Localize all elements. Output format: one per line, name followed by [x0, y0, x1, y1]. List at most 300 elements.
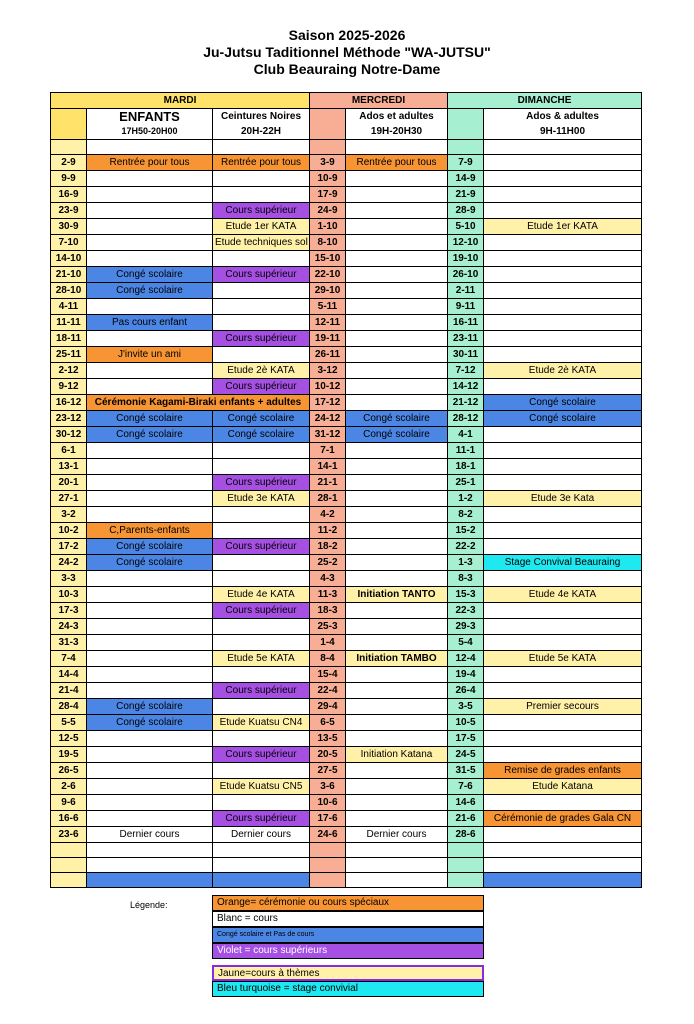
mercredi-cell [346, 635, 448, 651]
noires-cell: Etude Kuatsu CN4 [213, 715, 310, 731]
enfants-cell: Congé scolaire [87, 267, 213, 283]
mercredi-date: 22-4 [310, 683, 346, 699]
mercredi-date [310, 858, 346, 873]
legend-item: Violet = cours supérieurs [212, 943, 484, 959]
noires-cell: Cours supérieur [213, 331, 310, 347]
mercredi-date: 15-4 [310, 667, 346, 683]
noires-time: 20H-22H [240, 126, 282, 137]
dimanche-date: 28-9 [448, 203, 484, 219]
dimanche-date: 18-1 [448, 459, 484, 475]
dimanche-date: 12-4 [448, 651, 484, 667]
schedule-row [51, 251, 642, 267]
mercredi-date: 7-1 [310, 443, 346, 459]
mardi-date: 17-2 [51, 539, 87, 555]
dimanche-cell: Etude 1er KATA [484, 219, 642, 235]
noires-cell: Congé scolaire [213, 411, 310, 427]
schedule-row [51, 779, 642, 795]
schedule-row [51, 858, 642, 873]
noires-cell: Cours supérieur [213, 203, 310, 219]
mardi-date: 21-10 [51, 267, 87, 283]
enfants-cell [87, 873, 213, 888]
mercredi-cell [346, 667, 448, 683]
enfants-cell [87, 171, 213, 187]
enfants-cell [87, 619, 213, 635]
dimanche-cell [484, 539, 642, 555]
dimanche-date: 28-6 [448, 827, 484, 843]
mercredi-cell [346, 555, 448, 571]
dimanche-cell [484, 171, 642, 187]
enfants-cell [87, 491, 213, 507]
dimanche-date: 7-12 [448, 363, 484, 379]
mercredi-cell [346, 539, 448, 555]
mercredi-date: 4-3 [310, 571, 346, 587]
enfants-cell [87, 683, 213, 699]
dimanche-date: 23-11 [448, 331, 484, 347]
mercredi-cell [346, 187, 448, 203]
noires-cell [213, 873, 310, 888]
mardi-date: 16-6 [51, 811, 87, 827]
noires-header [213, 109, 310, 140]
dimanche-date: 22-3 [448, 603, 484, 619]
mercredi-date: 4-2 [310, 507, 346, 523]
mercredi-date: 24-9 [310, 203, 346, 219]
schedule-row [51, 715, 642, 731]
mercredi-date: 24-12 [310, 411, 346, 427]
season-title: Saison 2025-2026 [288, 27, 406, 43]
mercredi-date: 26-11 [310, 347, 346, 363]
noires-cell: Etude Kuatsu CN5 [213, 779, 310, 795]
noires-cell [213, 283, 310, 299]
header-mercredi: MERCREDI [310, 93, 448, 109]
mardi-date: 31-3 [51, 635, 87, 651]
mercredi-date: 10-12 [310, 379, 346, 395]
schedule-row [51, 651, 642, 667]
dimanche-date: 1-2 [448, 491, 484, 507]
dimanche-date [448, 873, 484, 888]
noires-cell [213, 667, 310, 683]
schedule-row [51, 731, 642, 747]
dimanche-cell [484, 187, 642, 203]
dimanche-cell [484, 731, 642, 747]
dimanche-cell: Etude Katana [484, 779, 642, 795]
enfants-cell: Pas cours enfant [87, 315, 213, 331]
enfants-cell [87, 763, 213, 779]
dimanche-date: 17-5 [448, 731, 484, 747]
dimanche-time: 9H-11H00 [539, 126, 586, 137]
mercredi-time: 19H-20H30 [370, 126, 423, 137]
mardi-date: 4-11 [51, 299, 87, 315]
mardi-date: 23-6 [51, 827, 87, 843]
dimanche-cell [484, 299, 642, 315]
dimanche-cell [484, 747, 642, 763]
mercredi-date: 25-3 [310, 619, 346, 635]
mercredi-cell [346, 843, 448, 858]
mercredi-cell [346, 283, 448, 299]
header-dimanche: DIMANCHE [448, 93, 642, 109]
mardi-date: 2-9 [51, 155, 87, 171]
dimanche-cell [484, 715, 642, 731]
enfants-cell: Congé scolaire [87, 715, 213, 731]
mardi-date: 30-9 [51, 219, 87, 235]
mercredi-cell [346, 858, 448, 873]
mercredi-cell: Initiation TAMBO [346, 651, 448, 667]
mardi-date [51, 858, 87, 873]
mercredi-date [310, 873, 346, 888]
enfants-cell [87, 811, 213, 827]
mercredi-date: 11-2 [310, 523, 346, 539]
schedule-row [51, 699, 642, 715]
enfants-cell [87, 219, 213, 235]
noires-cell [213, 251, 310, 267]
enfants-cell [87, 203, 213, 219]
mardi-date: 16-9 [51, 187, 87, 203]
mercredi-date: 10-9 [310, 171, 346, 187]
noires-cell: Etude 4e KATA [213, 587, 310, 603]
schedule-row [51, 219, 642, 235]
mercredi-date: 17-12 [310, 395, 346, 411]
noires-cell: Cours supérieur [213, 603, 310, 619]
enfants-cell [87, 635, 213, 651]
mercredi-cell [346, 443, 448, 459]
noires-cell [213, 858, 310, 873]
mardi-date: 21-4 [51, 683, 87, 699]
mercredi-cell [346, 699, 448, 715]
dimanche-cell [484, 427, 642, 443]
mardi-date: 24-3 [51, 619, 87, 635]
dimanche-date-header [448, 109, 484, 140]
noires-cell [213, 731, 310, 747]
enfants-cell [87, 507, 213, 523]
schedule-row [51, 363, 642, 379]
mardi-date: 14-10 [51, 251, 87, 267]
dimanche-cell: Remise de grades enfants [484, 763, 642, 779]
document-title [0, 27, 694, 78]
mercredi-date: 28-1 [310, 491, 346, 507]
mardi-date: 9-9 [51, 171, 87, 187]
dimanche-title: Ados & adultes [526, 111, 599, 122]
schedule-row [51, 619, 642, 635]
enfants-cell [87, 459, 213, 475]
dimanche-cell [484, 475, 642, 491]
schedule-row [51, 299, 642, 315]
dimanche-date: 4-1 [448, 427, 484, 443]
legend-item: Blanc = cours [212, 911, 484, 927]
dimanche-date: 21-6 [448, 811, 484, 827]
mardi-date: 28-4 [51, 699, 87, 715]
mardi-date: 28-10 [51, 283, 87, 299]
dimanche-date: 10-5 [448, 715, 484, 731]
schedule-row [51, 747, 642, 763]
noires-cell [213, 171, 310, 187]
mercredi-cell [346, 715, 448, 731]
mercredi-date: 31-12 [310, 427, 346, 443]
dimanche-cell: Etude 4e KATA [484, 587, 642, 603]
mardi-date: 23-12 [51, 411, 87, 427]
legend-label: Légende: [130, 900, 168, 910]
noires-cell: Etude 5e KATA [213, 651, 310, 667]
mardi-date: 7-4 [51, 651, 87, 667]
mercredi-cell [346, 299, 448, 315]
mardi-date: 24-2 [51, 555, 87, 571]
mardi-date-header [51, 109, 87, 140]
enfants-cell [87, 251, 213, 267]
dimanche-cell [484, 459, 642, 475]
mardi-date: 20-1 [51, 475, 87, 491]
schedule-row [51, 315, 642, 331]
mercredi-date: 3-12 [310, 363, 346, 379]
mercredi-cell [346, 731, 448, 747]
header-mardi: MARDI [51, 93, 310, 109]
dimanche-cell [484, 619, 642, 635]
dimanche-cell [484, 443, 642, 459]
noires-cell [213, 795, 310, 811]
mercredi-header [346, 109, 448, 140]
mercredi-cell [346, 763, 448, 779]
noires-cell [213, 299, 310, 315]
mercredi-cell [346, 603, 448, 619]
schedule-row [51, 267, 642, 283]
dimanche-date: 5-4 [448, 635, 484, 651]
dimanche-cell [484, 843, 642, 858]
enfants-cell [87, 587, 213, 603]
noires-cell: Cours supérieur [213, 747, 310, 763]
dimanche-date: 21-12 [448, 395, 484, 411]
dimanche-date: 26-4 [448, 683, 484, 699]
schedule-row [51, 795, 642, 811]
mercredi-date: 29-4 [310, 699, 346, 715]
schedule-row [51, 443, 642, 459]
dimanche-cell [484, 683, 642, 699]
schedule-row [51, 491, 642, 507]
schedule-row [51, 571, 642, 587]
schedule-row [51, 603, 642, 619]
noires-cell [213, 443, 310, 459]
legend-item: Bleu turquoise = stage convivial [212, 981, 484, 997]
mercredi-date: 8-10 [310, 235, 346, 251]
mardi-date: 17-3 [51, 603, 87, 619]
noires-cell: Etude techniques sol [213, 235, 310, 251]
enfants-cell: J'invite un ami [87, 347, 213, 363]
legend-item: Congé scolaire et Pas de cours [212, 927, 484, 943]
mardi-date: 27-1 [51, 491, 87, 507]
dimanche-cell: Etude 3e Kata [484, 491, 642, 507]
enfants-cell: Congé scolaire [87, 427, 213, 443]
noires-cell: Etude 2è KATA [213, 363, 310, 379]
dimanche-date: 14-9 [448, 171, 484, 187]
dimanche-header [484, 109, 642, 140]
mardi-date: 26-5 [51, 763, 87, 779]
legend-item: Orange= cérémonie ou cours spéciaux [212, 895, 484, 911]
mercredi-cell [346, 619, 448, 635]
noires-cell [213, 571, 310, 587]
mercredi-date: 11-3 [310, 587, 346, 603]
enfants-cell [87, 379, 213, 395]
mardi-date: 10-3 [51, 587, 87, 603]
schedule-row [51, 683, 642, 699]
dimanche-cell [484, 140, 642, 155]
dimanche-cell [484, 347, 642, 363]
schedule-row [51, 235, 642, 251]
noires-cell: Cours supérieur [213, 539, 310, 555]
dimanche-cell [484, 507, 642, 523]
dimanche-cell [484, 203, 642, 219]
enfants-cell [87, 779, 213, 795]
mardi-date: 13-1 [51, 459, 87, 475]
mercredi-date: 1-4 [310, 635, 346, 651]
mercredi-date-header [310, 109, 346, 140]
dimanche-date: 15-2 [448, 523, 484, 539]
schedule-row [51, 475, 642, 491]
enfants-cell [87, 603, 213, 619]
dimanche-cell: Premier secours [484, 699, 642, 715]
mercredi-cell [346, 571, 448, 587]
noires-cell [213, 507, 310, 523]
mercredi-cell [346, 203, 448, 219]
noires-cell [213, 843, 310, 858]
enfants-cell [87, 858, 213, 873]
mercredi-date: 19-11 [310, 331, 346, 347]
enfants-time: 17H50-20H00 [121, 126, 178, 136]
noires-cell [213, 459, 310, 475]
mercredi-date: 17-6 [310, 811, 346, 827]
mardi-date: 6-1 [51, 443, 87, 459]
mercredi-cell: Initiation Katana [346, 747, 448, 763]
mardi-date: 30-12 [51, 427, 87, 443]
dimanche-cell [484, 235, 642, 251]
mercredi-cell [346, 873, 448, 888]
mercredi-date: 3-9 [310, 155, 346, 171]
mardi-date: 2-12 [51, 363, 87, 379]
noires-cell: Rentrée pour tous [213, 155, 310, 171]
schedule-row [51, 587, 642, 603]
mercredi-cell: Initiation TANTO [346, 587, 448, 603]
noires-cell [213, 555, 310, 571]
dimanche-date: 5-10 [448, 219, 484, 235]
dimanche-cell: Etude 5e KATA [484, 651, 642, 667]
noires-cell [213, 619, 310, 635]
legend [212, 895, 484, 997]
noires-cell: Cours supérieur [213, 379, 310, 395]
dimanche-date: 14-6 [448, 795, 484, 811]
dimanche-cell [484, 603, 642, 619]
dimanche-date: 22-2 [448, 539, 484, 555]
day-header-row [51, 93, 642, 109]
dimanche-cell [484, 267, 642, 283]
schedule-row [51, 843, 642, 858]
dimanche-cell [484, 523, 642, 539]
noires-cell [213, 699, 310, 715]
dimanche-date: 16-11 [448, 315, 484, 331]
enfants-cell: Rentrée pour tous [87, 155, 213, 171]
dimanche-date: 12-10 [448, 235, 484, 251]
enfants-cell [87, 140, 213, 155]
dimanche-date: 11-1 [448, 443, 484, 459]
mercredi-cell [346, 140, 448, 155]
mardi-date: 16-12 [51, 395, 87, 411]
schedule-row [51, 763, 642, 779]
mercredi-cell: Congé scolaire [346, 427, 448, 443]
dimanche-cell: Congé scolaire [484, 395, 642, 411]
mercredi-cell [346, 795, 448, 811]
dimanche-date: 24-5 [448, 747, 484, 763]
enfants-cell [87, 747, 213, 763]
mercredi-cell [346, 267, 448, 283]
mercredi-cell [346, 171, 448, 187]
mercredi-date: 1-10 [310, 219, 346, 235]
mercredi-cell [346, 235, 448, 251]
mardi-date: 9-6 [51, 795, 87, 811]
schedule-row [51, 171, 642, 187]
mardi-date: 9-12 [51, 379, 87, 395]
mardi-date [51, 873, 87, 888]
noires-cell: Cours supérieur [213, 267, 310, 283]
enfants-cell: Congé scolaire [87, 699, 213, 715]
dimanche-cell [484, 873, 642, 888]
mercredi-date: 24-6 [310, 827, 346, 843]
schedule-row [51, 155, 642, 171]
mardi-date: 5-5 [51, 715, 87, 731]
dimanche-date [448, 140, 484, 155]
mardi-date: 19-5 [51, 747, 87, 763]
dimanche-cell [484, 331, 642, 347]
mercredi-cell: Congé scolaire [346, 411, 448, 427]
mardi-date [51, 140, 87, 155]
mercredi-cell [346, 475, 448, 491]
enfants-title: ENFANTS [119, 109, 180, 124]
schedule-table [50, 92, 642, 888]
mercredi-date: 17-9 [310, 187, 346, 203]
dimanche-date [448, 843, 484, 858]
noires-cell: Etude 1er KATA [213, 219, 310, 235]
enfants-cell: Congé scolaire [87, 411, 213, 427]
dimanche-date: 2-11 [448, 283, 484, 299]
dimanche-date: 31-5 [448, 763, 484, 779]
dimanche-cell: Etude 2è KATA [484, 363, 642, 379]
noires-cell: Cours supérieur [213, 811, 310, 827]
mardi-date: 25-11 [51, 347, 87, 363]
mercredi-cell [346, 779, 448, 795]
enfants-cell: Congé scolaire [87, 555, 213, 571]
dimanche-cell [484, 858, 642, 873]
mercredi-cell [346, 363, 448, 379]
schedule-row [51, 539, 642, 555]
noires-title: Ceintures Noires [220, 111, 302, 122]
mercredi-date [310, 843, 346, 858]
mercredi-cell: Rentrée pour tous [346, 155, 448, 171]
dimanche-cell [484, 635, 642, 651]
mercredi-date: 21-1 [310, 475, 346, 491]
dimanche-date: 14-12 [448, 379, 484, 395]
mardi-date: 3-3 [51, 571, 87, 587]
schedule-row [51, 635, 642, 651]
mercredi-cell [346, 347, 448, 363]
dimanche-cell [484, 667, 642, 683]
enfants-cell: C,Parents-enfants [87, 523, 213, 539]
mercredi-cell [346, 219, 448, 235]
dimanche-cell [484, 251, 642, 267]
mercredi-cell [346, 811, 448, 827]
dimanche-date: 8-2 [448, 507, 484, 523]
mardi-date: 10-2 [51, 523, 87, 539]
schedule-row [51, 427, 642, 443]
mardi-date: 11-11 [51, 315, 87, 331]
enfants-cell [87, 235, 213, 251]
enfants-cell: Cérémonie Kagami-Biraki enfants + adultes [87, 395, 310, 411]
enfants-cell [87, 475, 213, 491]
mercredi-date: 27-5 [310, 763, 346, 779]
noires-cell [213, 315, 310, 331]
noires-cell: Congé scolaire [213, 427, 310, 443]
